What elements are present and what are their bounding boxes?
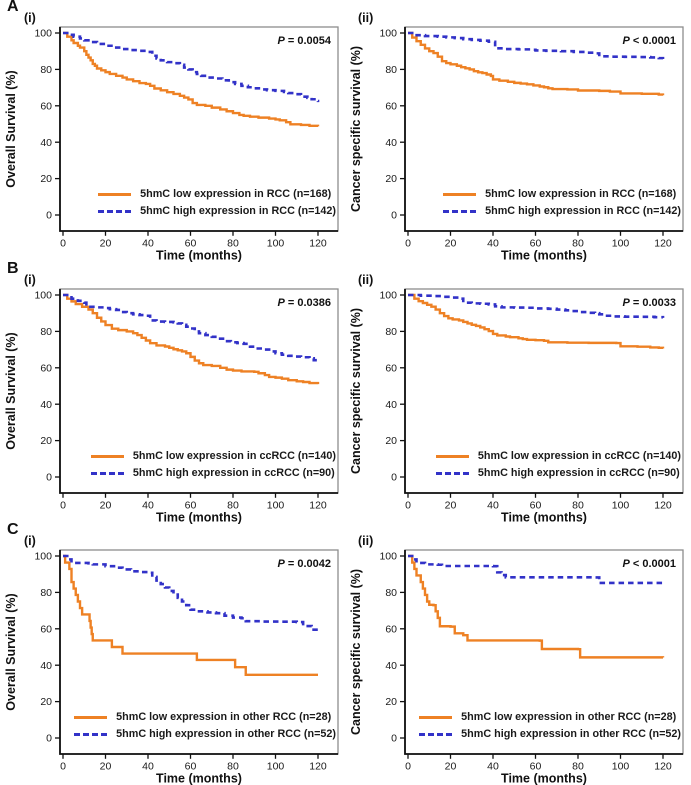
x-tick-label: 20 (99, 237, 112, 250)
y-tick-label: 80 (40, 64, 52, 76)
x-tick-label: 40 (487, 237, 499, 250)
x-axis-label: Time (months) (156, 771, 242, 785)
y-tick-label: 100 (34, 550, 52, 563)
legend-line-high (436, 472, 469, 475)
legend (98, 188, 336, 218)
y-axis-label: Cancer specific survival (%) (349, 45, 363, 213)
x-tick-label: 120 (309, 237, 327, 250)
legend-line-high (419, 733, 452, 736)
panel-C-i (0, 523, 345, 785)
x-tick-label: 40 (142, 499, 154, 512)
x-tick-label: 0 (405, 237, 411, 250)
km-chart-B-i (0, 262, 345, 524)
y-tick-label: 80 (40, 326, 52, 338)
y-tick-label: 40 (40, 398, 52, 411)
x-tick-label: 100 (266, 760, 285, 773)
x-tick-label: 100 (611, 237, 630, 250)
p-value: P = 0.0054 (277, 35, 331, 47)
y-tick-label: 0 (391, 732, 397, 745)
legend-label-high: 5hmC high expression in RCC (n=142) (485, 205, 681, 217)
panel-B-i (0, 262, 345, 524)
panel-letter-B: B (7, 260, 19, 277)
low-expression-curve (408, 556, 663, 658)
legend-label-low: 5hmC low expression in ccRCC (n=140) (132, 450, 336, 462)
x-tick-label: 40 (142, 237, 154, 250)
km-chart-A-ii (345, 0, 690, 262)
y-tick-label: 20 (40, 696, 52, 709)
x-tick-label: 60 (529, 760, 542, 773)
panel-sublabel: (i) (24, 273, 36, 287)
p-value: P < 0.0001 (622, 35, 676, 47)
legend (443, 188, 681, 218)
legend-line-low (419, 716, 452, 719)
x-tick-label: 80 (227, 237, 239, 250)
x-axis-label: Time (months) (501, 510, 587, 524)
y-tick-label: 0 (391, 209, 397, 222)
x-tick-label: 120 (309, 499, 327, 512)
x-tick-label: 120 (654, 760, 672, 773)
legend-line-low (74, 716, 107, 719)
x-tick-label: 20 (99, 760, 112, 773)
x-tick-label: 0 (60, 499, 66, 512)
legend-label-high: 5hmC high expression in ccRCC (n=90) (477, 467, 680, 479)
legend-line-high (74, 733, 107, 736)
y-tick-label: 0 (391, 471, 397, 484)
low-expression-curve (63, 33, 318, 126)
y-tick-label: 20 (385, 435, 397, 448)
x-tick-label: 60 (184, 760, 197, 773)
x-tick-label: 80 (572, 760, 584, 773)
panel-sublabel: (ii) (358, 534, 374, 548)
panel-sublabel: (ii) (358, 273, 374, 287)
panel-sublabel: (i) (24, 534, 36, 548)
panel-A-ii (345, 0, 690, 262)
legend-label-low: 5hmC low expression in RCC (n=168) (485, 188, 677, 200)
y-tick-label: 20 (385, 696, 397, 709)
legend-line-low (91, 455, 124, 458)
p-value: P = 0.0033 (622, 297, 676, 309)
x-axis-label: Time (months) (501, 771, 587, 785)
y-tick-label: 60 (40, 100, 52, 113)
y-tick-label: 40 (40, 136, 52, 149)
y-tick-label: 40 (40, 659, 52, 672)
y-tick-label: 100 (34, 289, 52, 302)
legend (74, 711, 336, 741)
x-tick-label: 0 (60, 760, 66, 773)
y-tick-label: 80 (385, 326, 397, 338)
y-tick-label: 0 (46, 209, 52, 222)
y-tick-label: 100 (379, 289, 397, 302)
x-tick-label: 0 (405, 760, 411, 773)
y-tick-label: 60 (385, 362, 397, 375)
x-tick-label: 20 (99, 499, 112, 512)
legend-label-high: 5hmC high expression in other RCC (n=52) (461, 728, 681, 740)
legend (419, 711, 681, 741)
y-axis-label: Overall Survival (%) (4, 332, 18, 450)
x-tick-label: 0 (405, 499, 411, 512)
panel-A-i (0, 0, 345, 262)
x-tick-label: 0 (60, 237, 66, 250)
x-tick-label: 40 (142, 760, 154, 773)
legend-line-low (443, 193, 476, 196)
legend-line-high (443, 210, 476, 213)
p-value: P = 0.0386 (277, 297, 331, 309)
y-axis-label: Overall Survival (%) (4, 593, 18, 711)
legend-line-high (98, 210, 131, 213)
panel-C-ii (345, 523, 690, 785)
x-tick-label: 60 (184, 499, 197, 512)
y-tick-label: 60 (385, 100, 397, 113)
x-tick-label: 60 (529, 237, 542, 250)
y-tick-label: 100 (379, 27, 397, 40)
panel-sublabel: (ii) (358, 11, 374, 25)
x-tick-label: 80 (227, 499, 239, 512)
low-expression-curve (63, 556, 318, 675)
legend-line-high (91, 472, 124, 475)
x-tick-label: 20 (444, 237, 457, 250)
y-tick-label: 100 (34, 27, 52, 40)
x-tick-label: 120 (654, 237, 672, 250)
x-tick-label: 100 (266, 237, 285, 250)
x-tick-label: 60 (529, 499, 542, 512)
panel-letter-C: C (7, 521, 19, 538)
legend-label-high: 5hmC high expression in RCC (n=142) (140, 205, 336, 217)
y-tick-label: 40 (385, 398, 397, 411)
y-tick-label: 80 (385, 587, 397, 599)
y-tick-label: 40 (385, 659, 397, 672)
p-value: P < 0.0001 (622, 558, 676, 570)
x-axis-label: Time (months) (156, 510, 242, 524)
p-value: P = 0.0042 (277, 558, 331, 570)
x-tick-label: 80 (572, 499, 584, 512)
panel-sublabel: (i) (24, 11, 36, 25)
legend-label-high: 5hmC high expression in ccRCC (n=90) (132, 467, 335, 479)
y-tick-label: 60 (40, 623, 52, 636)
x-tick-label: 80 (227, 760, 239, 773)
y-tick-label: 100 (379, 550, 397, 563)
panel-B-ii (345, 262, 690, 524)
legend (91, 450, 336, 480)
y-tick-label: 60 (40, 362, 52, 375)
y-axis-label: Cancer specific survival (%) (349, 307, 363, 475)
y-axis-label: Overall Survival (%) (4, 70, 18, 188)
y-tick-label: 80 (385, 64, 397, 76)
panel-letter-A: A (7, 0, 19, 15)
x-tick-label: 40 (487, 760, 499, 773)
legend (436, 450, 681, 480)
legend-label-low: 5hmC low expression in ccRCC (n=140) (477, 450, 681, 462)
x-tick-label: 100 (611, 499, 630, 512)
legend-line-low (98, 193, 131, 196)
legend-label-low: 5hmC low expression in RCC (n=168) (140, 188, 332, 200)
x-tick-label: 120 (654, 499, 672, 512)
y-tick-label: 20 (40, 173, 52, 186)
x-tick-label: 20 (444, 760, 457, 773)
x-tick-label: 40 (487, 499, 499, 512)
x-tick-label: 60 (184, 237, 197, 250)
km-chart-C-i (0, 523, 345, 785)
x-tick-label: 100 (611, 760, 630, 773)
x-tick-label: 80 (572, 237, 584, 250)
y-tick-label: 20 (40, 435, 52, 448)
y-tick-label: 60 (385, 623, 397, 636)
legend-label-low: 5hmC low expression in other RCC (n=28) (461, 711, 677, 723)
y-tick-label: 20 (385, 173, 397, 186)
y-tick-label: 80 (40, 587, 52, 599)
km-chart-B-ii (345, 262, 690, 524)
x-tick-label: 100 (266, 499, 285, 512)
legend-label-high: 5hmC high expression in other RCC (n=52) (116, 728, 336, 740)
y-tick-label: 0 (46, 471, 52, 484)
km-chart-C-ii (345, 523, 690, 785)
x-axis-label: Time (months) (156, 248, 242, 262)
legend-line-low (436, 455, 469, 458)
x-tick-label: 20 (444, 499, 457, 512)
x-axis-label: Time (months) (501, 248, 587, 262)
y-tick-label: 0 (46, 732, 52, 745)
legend-label-low: 5hmC low expression in other RCC (n=28) (116, 711, 332, 723)
y-tick-label: 40 (385, 136, 397, 149)
y-axis-label: Cancer specific survival (%) (349, 568, 363, 736)
km-chart-A-i (0, 0, 345, 262)
x-tick-label: 120 (309, 760, 327, 773)
